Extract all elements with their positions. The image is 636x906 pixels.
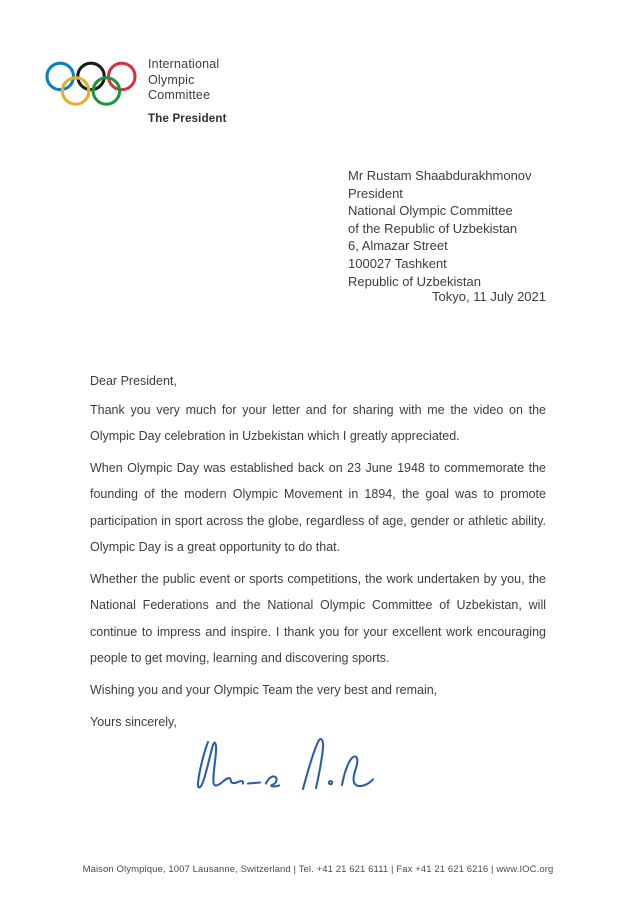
- paragraph-3: Whether the public event or sports competitions, the work undertaken by you, the National Federations and the National Olympic Committee of Uzbekistan, will continue to impress and inspire. I thank you for your excellent work encouraging people to get moving, learning and discovering sports.: [90, 571, 546, 665]
- closing-phrase: Yours sincerely,: [90, 715, 177, 729]
- salutation: Dear President,: [90, 374, 177, 388]
- ring-black: [78, 63, 104, 89]
- org-name-line-1: International: [148, 57, 220, 71]
- org-name-line-2: Olympic: [148, 72, 195, 87]
- signature-stroke-left: [198, 742, 279, 788]
- signature-stroke-right: [303, 739, 373, 789]
- recipient-address-block: [348, 167, 532, 290]
- org-name-line-3: Committee: [148, 88, 211, 102]
- ring-yellow: [62, 78, 88, 104]
- olympic-rings-icon: [44, 54, 138, 116]
- sender-role-title: The President: [148, 112, 227, 125]
- letterhead: [148, 57, 227, 125]
- recipient-city: 100027 Tashkent: [348, 255, 447, 271]
- ring-blue: [47, 63, 73, 89]
- paragraph-4: Wishing you and your Olympic Team the very best and remain,: [90, 682, 438, 697]
- recipient-name: Mr Rustam Shaabdurakhmonov: [348, 168, 532, 183]
- recipient-street: 6, Almazar Street: [348, 238, 448, 254]
- recipient-org-line-1: National Olympic Committee: [348, 203, 513, 219]
- ring-red: [109, 63, 135, 89]
- paragraph-2: When Olympic Day was established back on 23 June 1948 to commemorate the founding of the modern Olympic Movement in 1894, the goal was to promote participation in sport across the globe, regardless of age, gender or athletic ability. Olympic Day is a great opportunity to do that.: [90, 460, 546, 554]
- recipient-org-line-2: of the Republic of Uzbekistan: [348, 220, 518, 236]
- paragraph-1: Thank you very much for your letter and for sharing with me the video on the Olympic Day celebration in Uzbekistan which I greatly appreciated.: [90, 402, 546, 443]
- signature: [185, 730, 375, 804]
- recipient-country: Republic of Uzbekistan: [348, 273, 481, 289]
- footer-contact-line: Maison Olympique, 1007 Lausanne, Switzerland | Tel. +41 21 621 6111 | Fax +41 21 621 6216 | www.IOC.org: [82, 864, 554, 875]
- recipient-title: President: [348, 185, 403, 201]
- ring-green: [93, 78, 119, 104]
- letter-body: [90, 368, 546, 804]
- dateline: Tokyo, 11 July 2021: [432, 289, 546, 304]
